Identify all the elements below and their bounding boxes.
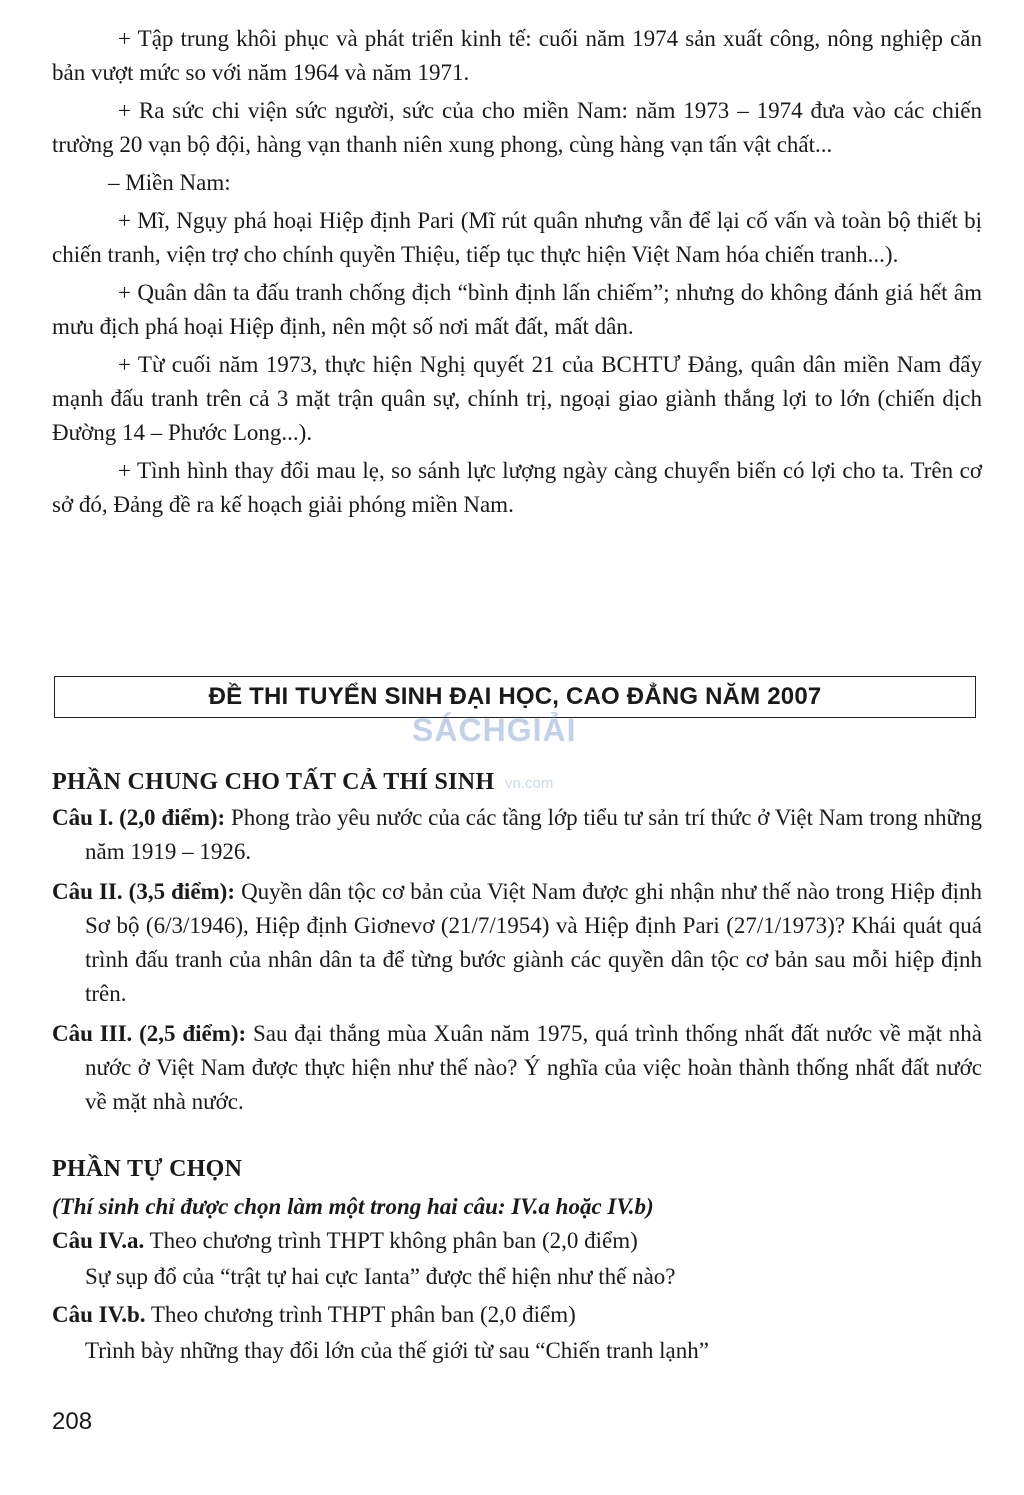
watermark-logo: SÁCHGIẢI (412, 712, 577, 748)
question-2 (52, 875, 982, 1011)
optional-section (52, 1152, 982, 1372)
section-heading: PHẦN CHUNG CHO TẤT CẢ THÍ SINH (52, 769, 495, 795)
question-text: Theo chương trình THPT phân ban (2,0 điểm) (145, 1302, 576, 1327)
section-note: (Thí sinh chỉ được chọn làm một trong hai câu: IV.a hoặc IV.b) (52, 1194, 654, 1219)
watermark-subtext: vn.com (505, 775, 554, 792)
question-subtext: Sự sụp đổ của “trật tự hai cực Ianta” được thể hiện như thế nào? (85, 1264, 676, 1289)
question-subtext: Trình bày những thay đổi lớn của thế giới từ sau “Chiến tranh lạnh” (85, 1338, 709, 1363)
question-text: Phong trào yêu nước của các tầng lớp tiểu tư sản trí thức ở Việt Nam trong những năm 1919 – 1926. (85, 805, 982, 864)
page-number: 208 (52, 1408, 93, 1435)
question-4b (52, 1298, 982, 1332)
question-label: Câu II. (3,5 điểm): (52, 879, 236, 904)
section-heading: PHẦN TỰ CHỌN (52, 1156, 243, 1182)
paragraph: + Ra sức chi viện sức người, sức của cho miền Nam: năm 1973 – 1974 đưa vào các chiến trường 20 vạn bộ đội, hàng vạn thanh niên xung phong, cùng hàng vạn tấn vật chất... (52, 98, 982, 157)
question-label: Câu I. (2,0 điểm): (52, 805, 226, 830)
question-text: Quyền dân tộc cơ bản của Việt Nam được ghi nhận như thế nào trong Hiệp định Sơ bộ (6/3/1946), Hiệp định Giơnevơ (21/7/1954) và Hiệp định Pari (27/1/1973)? Khái quát quá trình đấu tranh của nhân dân ta để từng bước giành các quyền dân tộc cơ bản sau mỗi hiệp định trên. (85, 879, 982, 1006)
paragraph: + Tập trung khôi phục và phát triển kinh tế: cuối năm 1974 sản xuất công, nông nghiệp căn bản vượt mức so với năm 1964 và năm 1971. (52, 26, 982, 85)
question-1 (52, 801, 982, 869)
paragraph: + Tình hình thay đổi mau lẹ, so sánh lực lượng ngày càng chuyển biến có lợi cho ta. Trên cơ sở đó, Đảng đề ra kế hoạch giải phóng miền Nam. (52, 458, 982, 517)
question-3 (52, 1017, 982, 1119)
question-label: Câu IV.b. (52, 1302, 146, 1327)
exam-title: ĐỀ THI TUYỂN SINH ĐẠI HỌC, CAO ĐẲNG NĂM 2007 (208, 683, 822, 710)
paragraph: + Mĩ, Ngụy phá hoại Hiệp định Pari (Mĩ rút quân nhưng vẫn để lại cố vấn và toàn bộ thiết bị chiến tranh, viện trợ cho chính quyền Thiệu, tiếp tục thực hiện Việt Nam hóa chiến tranh...). (52, 208, 982, 267)
question-4a (52, 1224, 982, 1258)
paragraph: – Miền Nam: (108, 170, 231, 195)
question-label: Câu III. (2,5 điểm): (52, 1021, 247, 1046)
question-label: Câu IV.a. (52, 1228, 145, 1253)
paragraph: + Từ cuối năm 1973, thực hiện Nghị quyết 21 của BCHTƯ Đảng, quân dân miền Nam đẩy mạnh đấu tranh trên cả 3 mặt trận quân sự, chính trị, ngoại giao giành thắng lợi to lớn (chiến dịch Đường 14 – Phước Long...). (52, 352, 982, 445)
common-section (52, 765, 982, 1125)
question-text: Sau đại thắng mùa Xuân năm 1975, quá trình thống nhất đất nước về mặt nhà nước ở Việt Nam được thực hiện như thế nào? Ý nghĩa của việc hoàn thành thống nhất đất nước về mặt nhà nước. (85, 1021, 982, 1114)
body-text (52, 22, 982, 526)
paragraph: + Quân dân ta đấu tranh chống địch “bình định lấn chiếm”; nhưng do không đánh giá hết âm mưu địch phá hoại Hiệp định, nên một số nơi mất đất, mất dân. (52, 280, 982, 339)
question-text: Theo chương trình THPT không phân ban (2,0 điểm) (144, 1228, 638, 1253)
